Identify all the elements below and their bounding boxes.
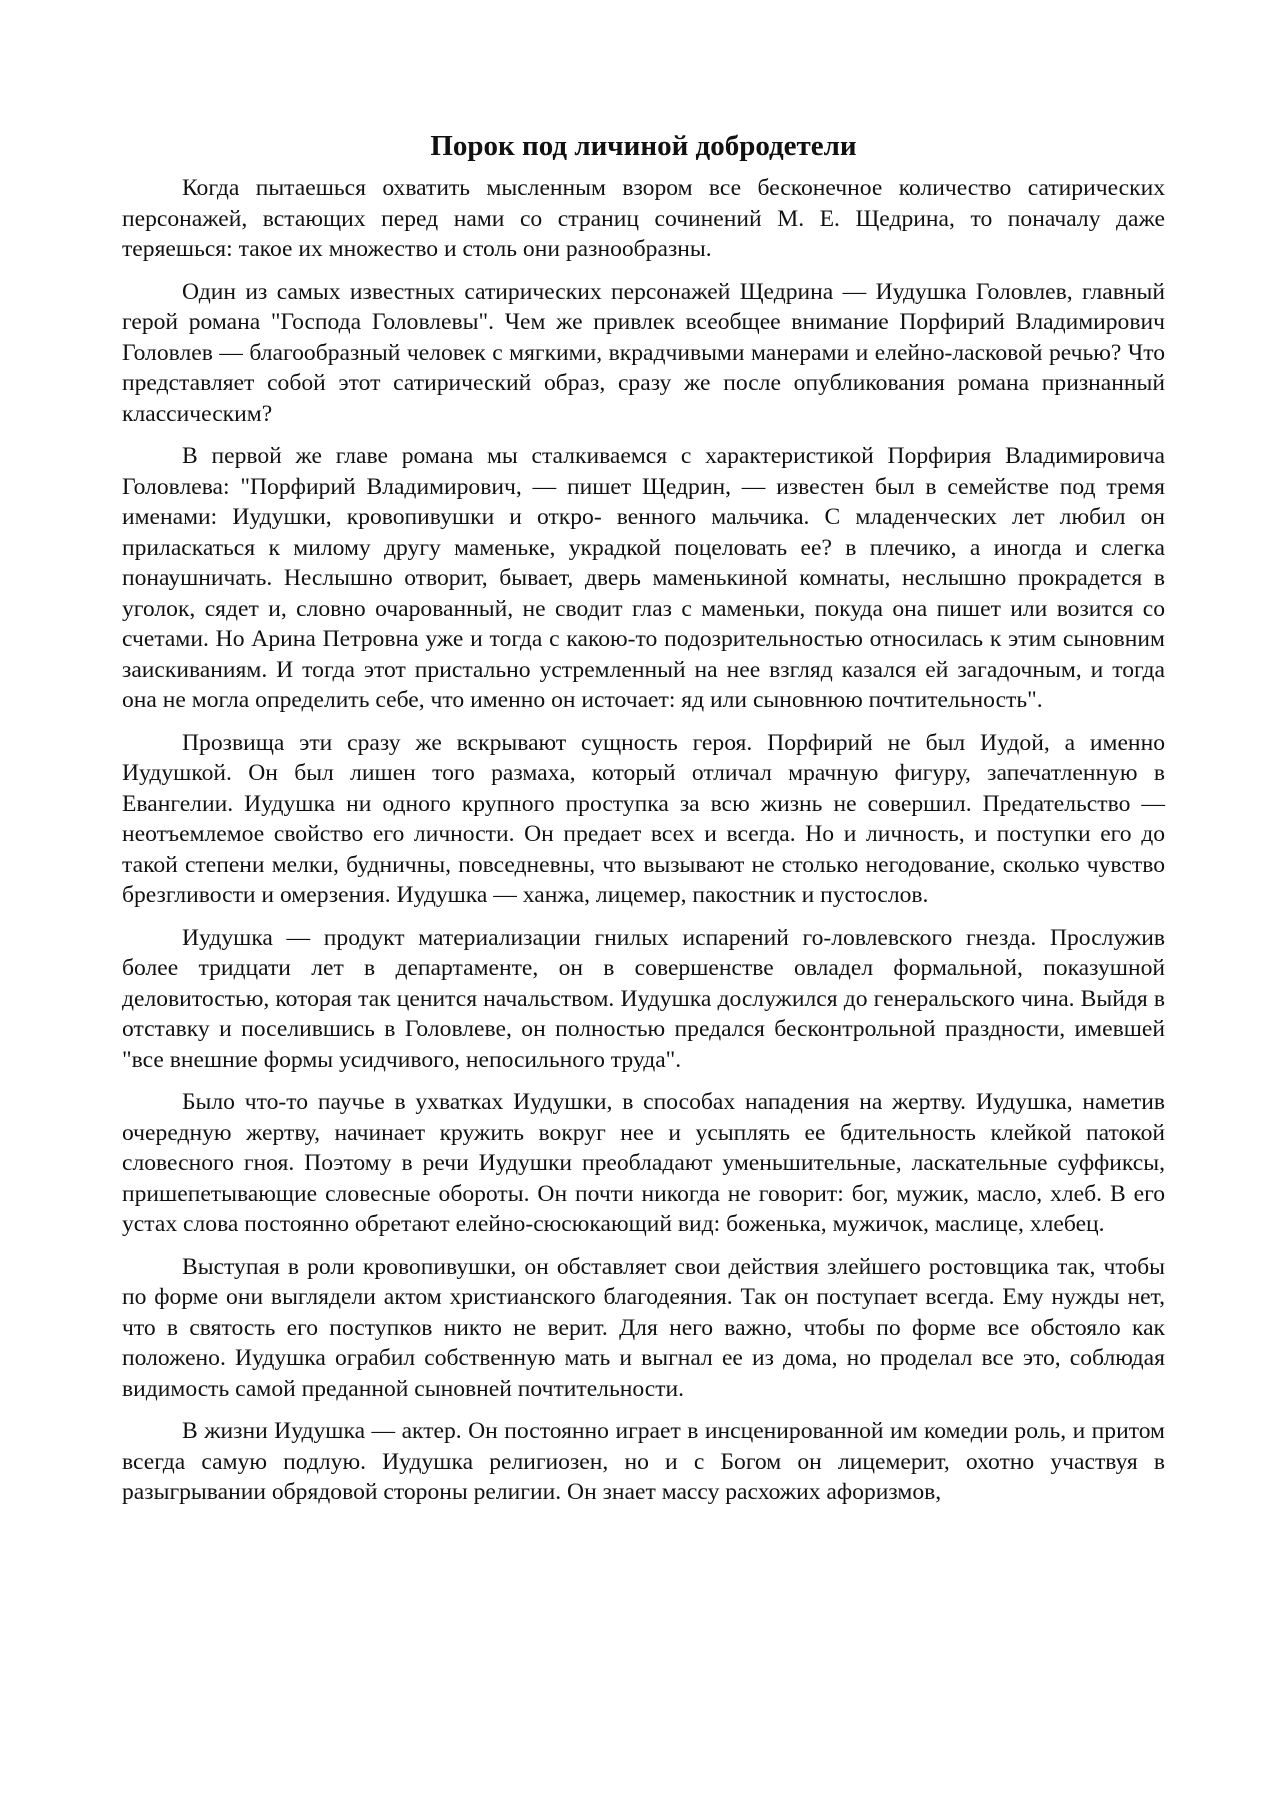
paragraph-7: Выступая в роли кровопивушки, он обставляет свои действия злейшего ростовщика так, чтобы по форме они выглядели актом христианского благодеяния. Так он поступает всегда. Ему нужды нет, что в святость его поступков никто не верит. Для него важно, чтобы по форме все обстояло как положено. Иудушка ограбил собственную мать и выгнал ее из дома, но проделал все это, соблюдая видимость самой преданной сыновней почтительности. — [122, 1253, 1165, 1402]
paragraph-6: Было что-то паучье в ухватках Иудушки, в способах нападения на жертву. Иудушка, наметив очередную жертву, начинает кружить вокруг нее и усыплять ее бдительность клейкой патокой словесного гноя. Поэтому в речи Иудушки преобладают уменьшительные, ласкательные суффиксы, пришепетывающие словесные обороты. Он почти никогда не говорит: бог, мужик, масло, хлеб. В его устах слова постоянно обретают елейно-сюсюкающий вид: боженька, мужичок, маслице, хлебец. — [122, 1089, 1165, 1237]
paragraph-2: Один из самых известных сатирических персонажей Щедрина — Иудушка Головлев, главный герой романа "Господа Головлевы". Чем же привлек всеобщее внимание Порфирий Владимирович Головлев — благообразный человек с мягкими, вкрадчивыми манерами и елейно-ласковой речью? Что представляет собой этот сатирический образ, сразу же после опубликования романа признанный классическим? — [122, 278, 1165, 427]
document-page — [122, 126, 1165, 1520]
paragraph-4: Прозвища эти сразу же вскрывают сущность героя. Порфирий не был Иудой, а именно Иудушкой. Он был лишен того размаха, который отличал мрачную фигуру, запечатленную в Евангелии. Иудушка ни одного крупного проступка за всю жизнь не совершил. Предательство — неотъемлемое свойство его личности. Он предает всех и всегда. Но и личность, и поступки его до такой степени мелки, будничны, повседневны, что вызывают не столько негодование, сколько чувство брезгливости и омерзения. Иудушка — ханжа, лицемер, пакостник и пустослов. — [122, 729, 1165, 908]
paragraph-1: Когда пытаешься охватить мысленным взором все бесконечное количество сатирических персонажей, встающих перед нами со страниц сочинений М. Е. Щедрина, то поначалу даже теряешься: такое их множество и столь они разнообразны. — [122, 175, 1165, 262]
paragraph-5: Иудушка — продукт материализации гнилых испарений го-ловлевского гнезда. Прослужив более тридцати лет в департаменте, он в совершенстве овладел формальной, показушной деловитостью, которая так ценится начальством. Иудушка дослужился до генеральского чина. Выйдя в отставку и поселившись в Головлеве, он полностью предался бесконтрольной праздности, имевшей "все внешние формы усидчивого, непосильного труда". — [122, 924, 1165, 1073]
document-title: Порок под личиной добродетели — [430, 130, 857, 162]
paragraph-3: В первой же главе романа мы сталкиваемся с характеристикой Порфирия Владимировича Головлева: "Порфирий Владимирович, — пишет Щедрин, — известен был в семействе под тремя именами: Иудушки, кровопивушки и откро- венного мальчика. С младенческих лет любил он приласкаться к милому другу маменьке, украдкой поцеловать ее? в плечико, а иногда и слегка понаушничать. Неслышно отворит, бывает, дверь маменькиной комнаты, неслышно прокрадется в уголок, сядет и, словно очарованный, не сводит глаз с маменьки, покуда она пишет или возится со счетами. Но Арина Петровна уже и тогда с какою-то подозрительностью относилась к этим сыновним заискиваниям. И тогда этот пристально устремленный на нее взгляд казался ей загадочным, и тогда она не могла определить себе, что именно он источает: яд или сыновнюю почтительность". — [122, 443, 1165, 713]
paragraph-8: В жизни Иудушка — актер. Он постоянно играет в инсценированной им комедии роль, и притом всегда самую подлую. Иудушка религиозен, но и с Богом он лицемерит, охотно участвуя в разыгрывании обрядовой стороны религии. Он знает массу расхожих афоризмов, — [122, 1418, 1165, 1505]
